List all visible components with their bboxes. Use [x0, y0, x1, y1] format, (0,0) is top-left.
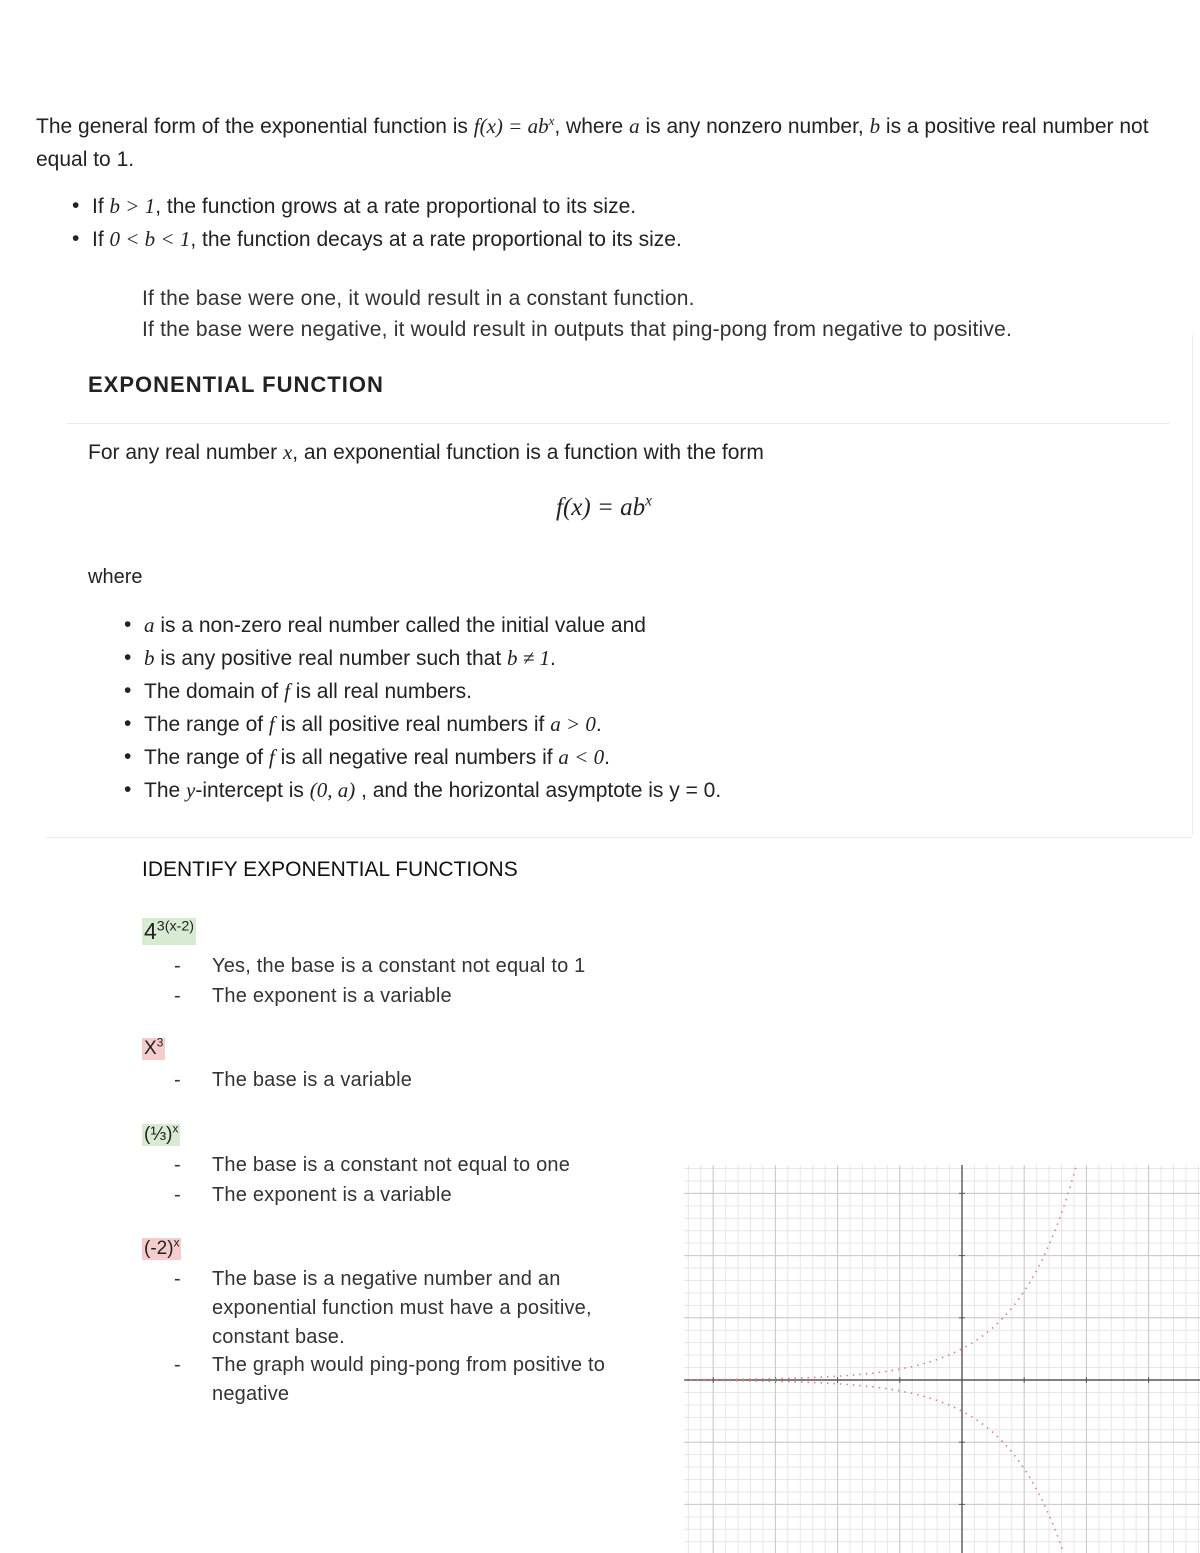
cond-math: f — [268, 712, 275, 736]
note-text: The base is a negative number and an exponential function must have a positive, constant base. — [212, 1268, 592, 1348]
formula-exp: x — [645, 492, 652, 510]
example-exp: x — [172, 1122, 179, 1136]
definition-var-x: x — [282, 440, 293, 464]
intro-text-4: is a positive real number not equal to 1. — [36, 115, 1149, 171]
note-text: The graph would ping-pong from positive to negative — [212, 1354, 606, 1405]
divider — [46, 837, 1192, 838]
cond-math: f — [268, 745, 275, 769]
example-base: (-2) — [144, 1238, 174, 1259]
cond-text: The — [144, 779, 187, 802]
identify-title: IDENTIFY EXPONENTIAL FUNCTIONS — [142, 858, 518, 881]
example-neg-two-power — [142, 1238, 181, 1260]
example-exp: x — [173, 1236, 180, 1250]
list-item — [124, 708, 721, 741]
dash-marker: - — [174, 955, 181, 977]
dash-marker: - — [174, 985, 181, 1007]
example-exp: 3(x-2) — [156, 918, 195, 935]
example-4-power — [142, 918, 196, 945]
cond-math: y — [186, 778, 196, 802]
cond-math: a < 0 — [558, 745, 605, 769]
note-text: The exponent is a variable — [212, 985, 452, 1007]
cond-math: a — [144, 613, 155, 637]
box-border — [1192, 335, 1193, 835]
list-item — [72, 223, 682, 256]
list-item — [124, 774, 721, 807]
definition-formula — [556, 494, 652, 522]
intro-formula-exp: x — [548, 113, 555, 128]
list-item — [72, 190, 682, 223]
cond-text: is a non-zero real number called the initial value and — [154, 614, 646, 637]
cond-text: is all negative real numbers if — [274, 746, 559, 769]
intro-formula-base: f(x) = ab — [473, 114, 549, 138]
intro-formula — [474, 114, 555, 138]
example-x-cubed — [142, 1038, 165, 1060]
cond-math: (0, a) — [309, 778, 356, 802]
grid-major — [684, 1165, 1200, 1553]
note-text: Yes, the base is a constant not equal to 1 — [212, 955, 586, 977]
formula-base: f(x) = ab — [556, 494, 646, 521]
growth-decay-list — [72, 190, 682, 256]
example-note — [174, 1151, 634, 1180]
dash-marker: - — [174, 1069, 181, 1091]
axes — [684, 1165, 1200, 1553]
dash-marker: - — [174, 1354, 181, 1376]
bullet-condition: 0 < b < 1 — [109, 227, 191, 251]
note-text: The base is a variable — [212, 1069, 413, 1091]
intro-text-1: The general form of the exponential function is — [36, 115, 468, 138]
example-base: X — [144, 1038, 157, 1059]
note-text: The base is a constant not equal to one — [212, 1154, 571, 1176]
cond-text: is any positive real number such that — [154, 647, 508, 670]
note-base-one: If the base were one, it would result in a constant function. — [142, 287, 695, 310]
definition-text-2: , an exponential function is a function with the form — [292, 441, 764, 464]
exponential-graph — [684, 1165, 1200, 1553]
intro-text-3: is any nonzero number, — [645, 115, 864, 138]
example-note — [174, 1066, 634, 1095]
section-title: EXPONENTIAL FUNCTION — [88, 372, 384, 397]
list-item — [124, 642, 721, 675]
example-base: 4 — [144, 918, 157, 944]
example-base: (⅓) — [144, 1124, 173, 1145]
cond-math: b — [144, 646, 155, 670]
list-item — [124, 741, 721, 774]
where-label: where — [88, 566, 143, 588]
grid-minor — [684, 1165, 1200, 1553]
bullet-text: , the function grows at a rate proportional to its size. — [155, 195, 637, 218]
dash-marker: - — [174, 1184, 181, 1206]
list-item — [124, 609, 721, 642]
cond-text: The domain of — [144, 680, 285, 703]
example-exp: 3 — [156, 1036, 164, 1050]
intro-var-b: b — [869, 114, 881, 138]
growth-curve — [684, 1165, 1078, 1380]
bullet-prefix: If — [92, 195, 104, 218]
cond-text: -intercept is — [195, 779, 310, 802]
dash-marker: - — [174, 1268, 181, 1290]
note-text: The exponent is a variable — [212, 1184, 452, 1206]
example-note — [174, 1265, 634, 1352]
note-base-negative: If the base were negative, it would result in outputs that ping-pong from negative to positive. — [142, 318, 1013, 341]
cond-math: b ≠ 1 — [507, 646, 551, 670]
cond-text: The range of — [144, 746, 269, 769]
cond-text: , and the horizontal asymptote is y = 0. — [355, 779, 722, 802]
example-note — [174, 982, 634, 1011]
divider — [66, 423, 1170, 424]
definition-conditions-list — [124, 609, 721, 807]
bullet-condition: b > 1 — [109, 194, 156, 218]
definition-line — [88, 440, 764, 465]
cond-text: . — [604, 746, 610, 769]
example-note — [174, 952, 634, 981]
example-note — [174, 1181, 634, 1210]
dash-marker: - — [174, 1154, 181, 1176]
list-item — [124, 675, 721, 708]
base-notes — [142, 283, 1012, 345]
intro-text-2: , where — [554, 115, 624, 138]
bullet-text: , the function decays at a rate proportional to its size. — [190, 228, 682, 251]
cond-math: f — [284, 679, 290, 703]
cond-text: . — [550, 647, 556, 670]
example-third-power — [142, 1124, 180, 1146]
cond-math: a > 0 — [550, 712, 596, 736]
example-note — [174, 1351, 634, 1409]
bullet-prefix: If — [92, 228, 104, 251]
cond-text: is all positive real numbers if — [274, 713, 551, 736]
cond-text: The range of — [144, 713, 269, 736]
cond-text: . — [595, 713, 602, 736]
intro-paragraph — [36, 110, 1176, 176]
cond-text: is all real numbers. — [289, 680, 473, 703]
curves — [684, 1165, 1078, 1553]
intro-var-a: a — [629, 114, 640, 138]
definition-text-1: For any real number — [88, 441, 278, 464]
